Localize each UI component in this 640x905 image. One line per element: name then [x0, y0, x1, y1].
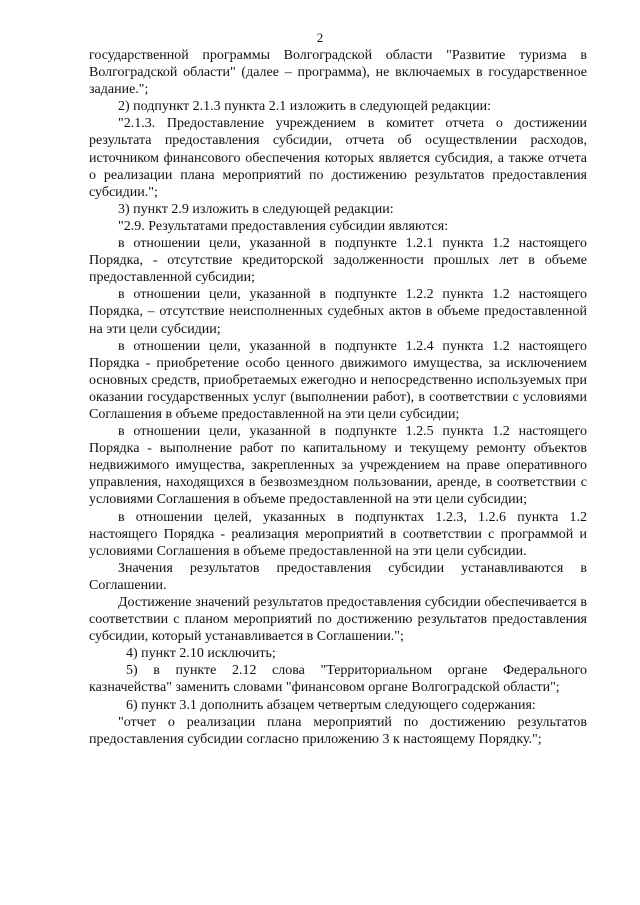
paragraph-continuation: государственной программы Волгоградской области "Развитие туризма в Волгоградской области" (далее – программа), не включаемых в государственное задание."; — [89, 48, 587, 98]
paragraph-item-5: 5) в пункте 2.12 слова "Территориальном органе Федерального казначейства" заменить словами "финансовом органе Волгоградской области"; — [89, 663, 587, 696]
paragraph-item-6: 6) пункт 3.1 дополнить абзацем четвертым следующего содержания: — [126, 697, 536, 713]
paragraph-goal-1-2-4: в отношении цели, указанной в подпункте 1.2.4 пункта 1.2 настоящего Порядка - приобретение особо ценного движимого имущества, за исключением основных средств, приобретаемых ежегодно и непосредственно используемых при оказании государственных услуг (выполнении работ), в соответствии с условиями Соглашения в объеме предоставленной на эти цели субсидии; — [89, 338, 587, 422]
document-body — [89, 47, 587, 748]
page-number: 2 — [316, 30, 324, 45]
paragraph-goal-1-2-5: в отношении цели, указанной в подпункте 1.2.5 пункта 1.2 настоящего Порядка - выполнение работ по капитальному и текущему ремонту объектов недвижимого имущества, закрепленных за учреждением на праве оперативного управления, находящихся в безвозмездном пользовании, аренде, в соответствии с условиями Соглашения в объеме предоставленной на эти цели субсидии; — [89, 424, 587, 508]
paragraph-quote-2-9: "2.9. Результатами предоставления субсидии являются: — [118, 218, 449, 234]
paragraph-goal-1-2-1: в отношении цели, указанной в подпункте 1.2.1 пункта 1.2 настоящего Порядка, - отсутствие кредиторской задолженности прошлых лет в объеме предоставленной субсидии; — [89, 236, 587, 286]
paragraph-goals-1-2-3-1-2-6: в отношении целей, указанных в подпунктах 1.2.3, 1.2.6 пункта 1.2 настоящего Порядка - реализация мероприятий в соответствии с программой и условиями Соглашения в объеме предоставленной на эти цели субсидии. — [89, 509, 587, 559]
paragraph-results-achievement: Достижение значений результатов предоставления субсидии обеспечивается в соответствии с планом мероприятий по достижению результатов предоставления субсидии, который устанавливается в Соглашении."; — [89, 595, 587, 645]
paragraph-item-4: 4) пункт 2.10 исключить; — [126, 646, 276, 662]
paragraph-item-3: 3) пункт 2.9 изложить в следующей редакции: — [118, 201, 394, 217]
paragraph-quote-2-1-3: "2.1.3. Предоставление учреждением в комитет отчета о достижении результата предоставления субсидии, отчета об осуществлении расходов, источником финансового обеспечения которых является субсидия, а также отчета о реализации плана мероприятий по достижению результатов предоставления субсидии."; — [89, 116, 587, 200]
paragraph-goal-1-2-2: в отношении цели, указанной в подпункте 1.2.2 пункта 1.2 настоящего Порядка, – отсутствие неисполненных судебных актов в объеме предоставленной на эти цели субсидии; — [89, 287, 587, 337]
paragraph-item-2: 2) подпункт 2.1.3 пункта 2.1 изложить в следующей редакции: — [118, 99, 491, 115]
paragraph-results-values: Значения результатов предоставления субсидии устанавливаются в Соглашении. — [89, 560, 587, 593]
paragraph-quote-report: "отчет о реализации плана мероприятий по достижению результатов предоставления субсидии согласно приложению 3 к настоящему Порядку."; — [89, 714, 587, 747]
